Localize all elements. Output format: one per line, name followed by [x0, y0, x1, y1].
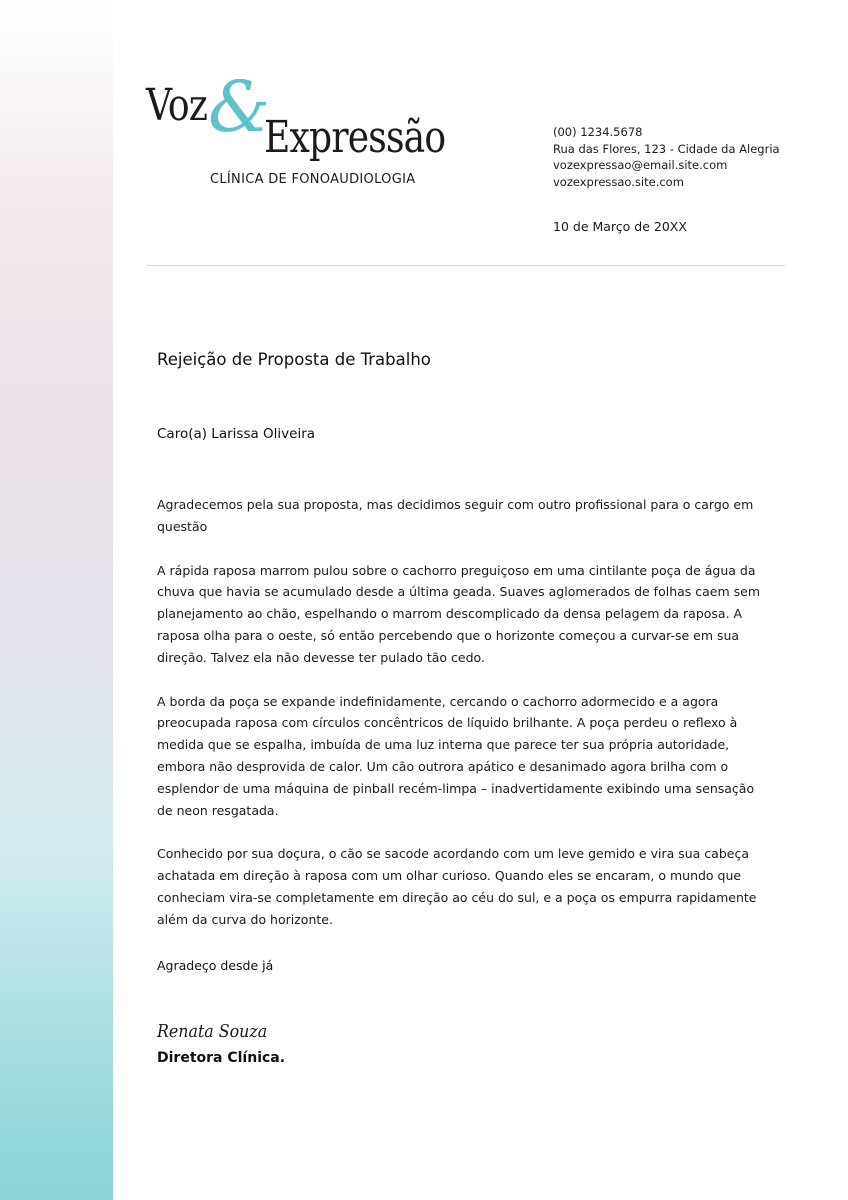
logo-subtitle: CLÍNICA DE FONOAUDIOLOGIA	[210, 172, 416, 187]
contact-email: vozexpressao@email.site.com	[553, 158, 728, 172]
body-paragraph: Conhecido por sua doçura, o cão se sacode acordando com um leve gemido e vira sua cabeça achatada em direção à raposa com um olhar curioso. Quando eles se encaram, o mundo que conheciam vira-se completamente em direção ao céu do sul, e a poça os empurra rapidamente além da curva do horizonte.	[157, 846, 757, 927]
letter-date: 10 de Março de 20XX	[553, 219, 687, 234]
logo-ampersand: &	[208, 66, 271, 148]
letter-subject: Rejeição de Proposta de Trabalho	[157, 350, 431, 369]
header-divider	[147, 265, 785, 266]
body-paragraph: A rápida raposa marrom pulou sobre o cachorro preguiçoso em uma cintilante poça de água da chuva que havia se acumulado desde a última geada. Suaves aglomerados de folhas caem sem planejamento ao chão, espelhando o marrom descomplicado da densa pelagem da raposa. A raposa olha para o oeste, só então percebendo que o horizonte começou a curvar-se em sua direção. Talvez ela não devesse ter pulado tão cedo.	[157, 562, 761, 665]
signature-name: Renata Souza	[157, 1021, 268, 1042]
contact-website: vozexpressao.site.com	[553, 174, 684, 189]
decorative-gradient-strip	[0, 0, 113, 1200]
body-paragraph: A borda da poça se expande indefinidamente, cercando o cachorro adormecido e a agora preocupada raposa com círculos concêntricos de líquido brilhante. A poça perdeu o reflexo à medida que se espalha, imbuída de uma luz interna que parece ter sua própria autoridade, embora não desprovida de calor. Um cão outrora apático e desanimado agora brilha com o esplendor de uma máquina de pinball recém-limpa – inadvertidamente exibindo uma sensação de neon resgatada.	[157, 693, 755, 818]
body-paragraph: Agradecemos pela sua proposta, mas decidimos seguir com outro profissional para o cargo em questão	[157, 497, 754, 534]
contact-phone: (00) 1234.5678	[553, 125, 643, 139]
clinic-logo	[146, 66, 456, 190]
letter-closing: Agradeço desde já	[157, 958, 274, 973]
logo-word-voz: Voz	[146, 80, 208, 131]
contact-address: Rua das Flores, 123 - Cidade da Alegria	[553, 141, 780, 156]
letter-body	[157, 494, 762, 953]
logo-word-expressao: Expressão	[264, 112, 446, 163]
letter-salutation: Caro(a) Larissa Oliveira	[157, 426, 316, 442]
contact-block	[553, 124, 780, 190]
signature-title: Diretora Clínica.	[157, 1050, 286, 1066]
